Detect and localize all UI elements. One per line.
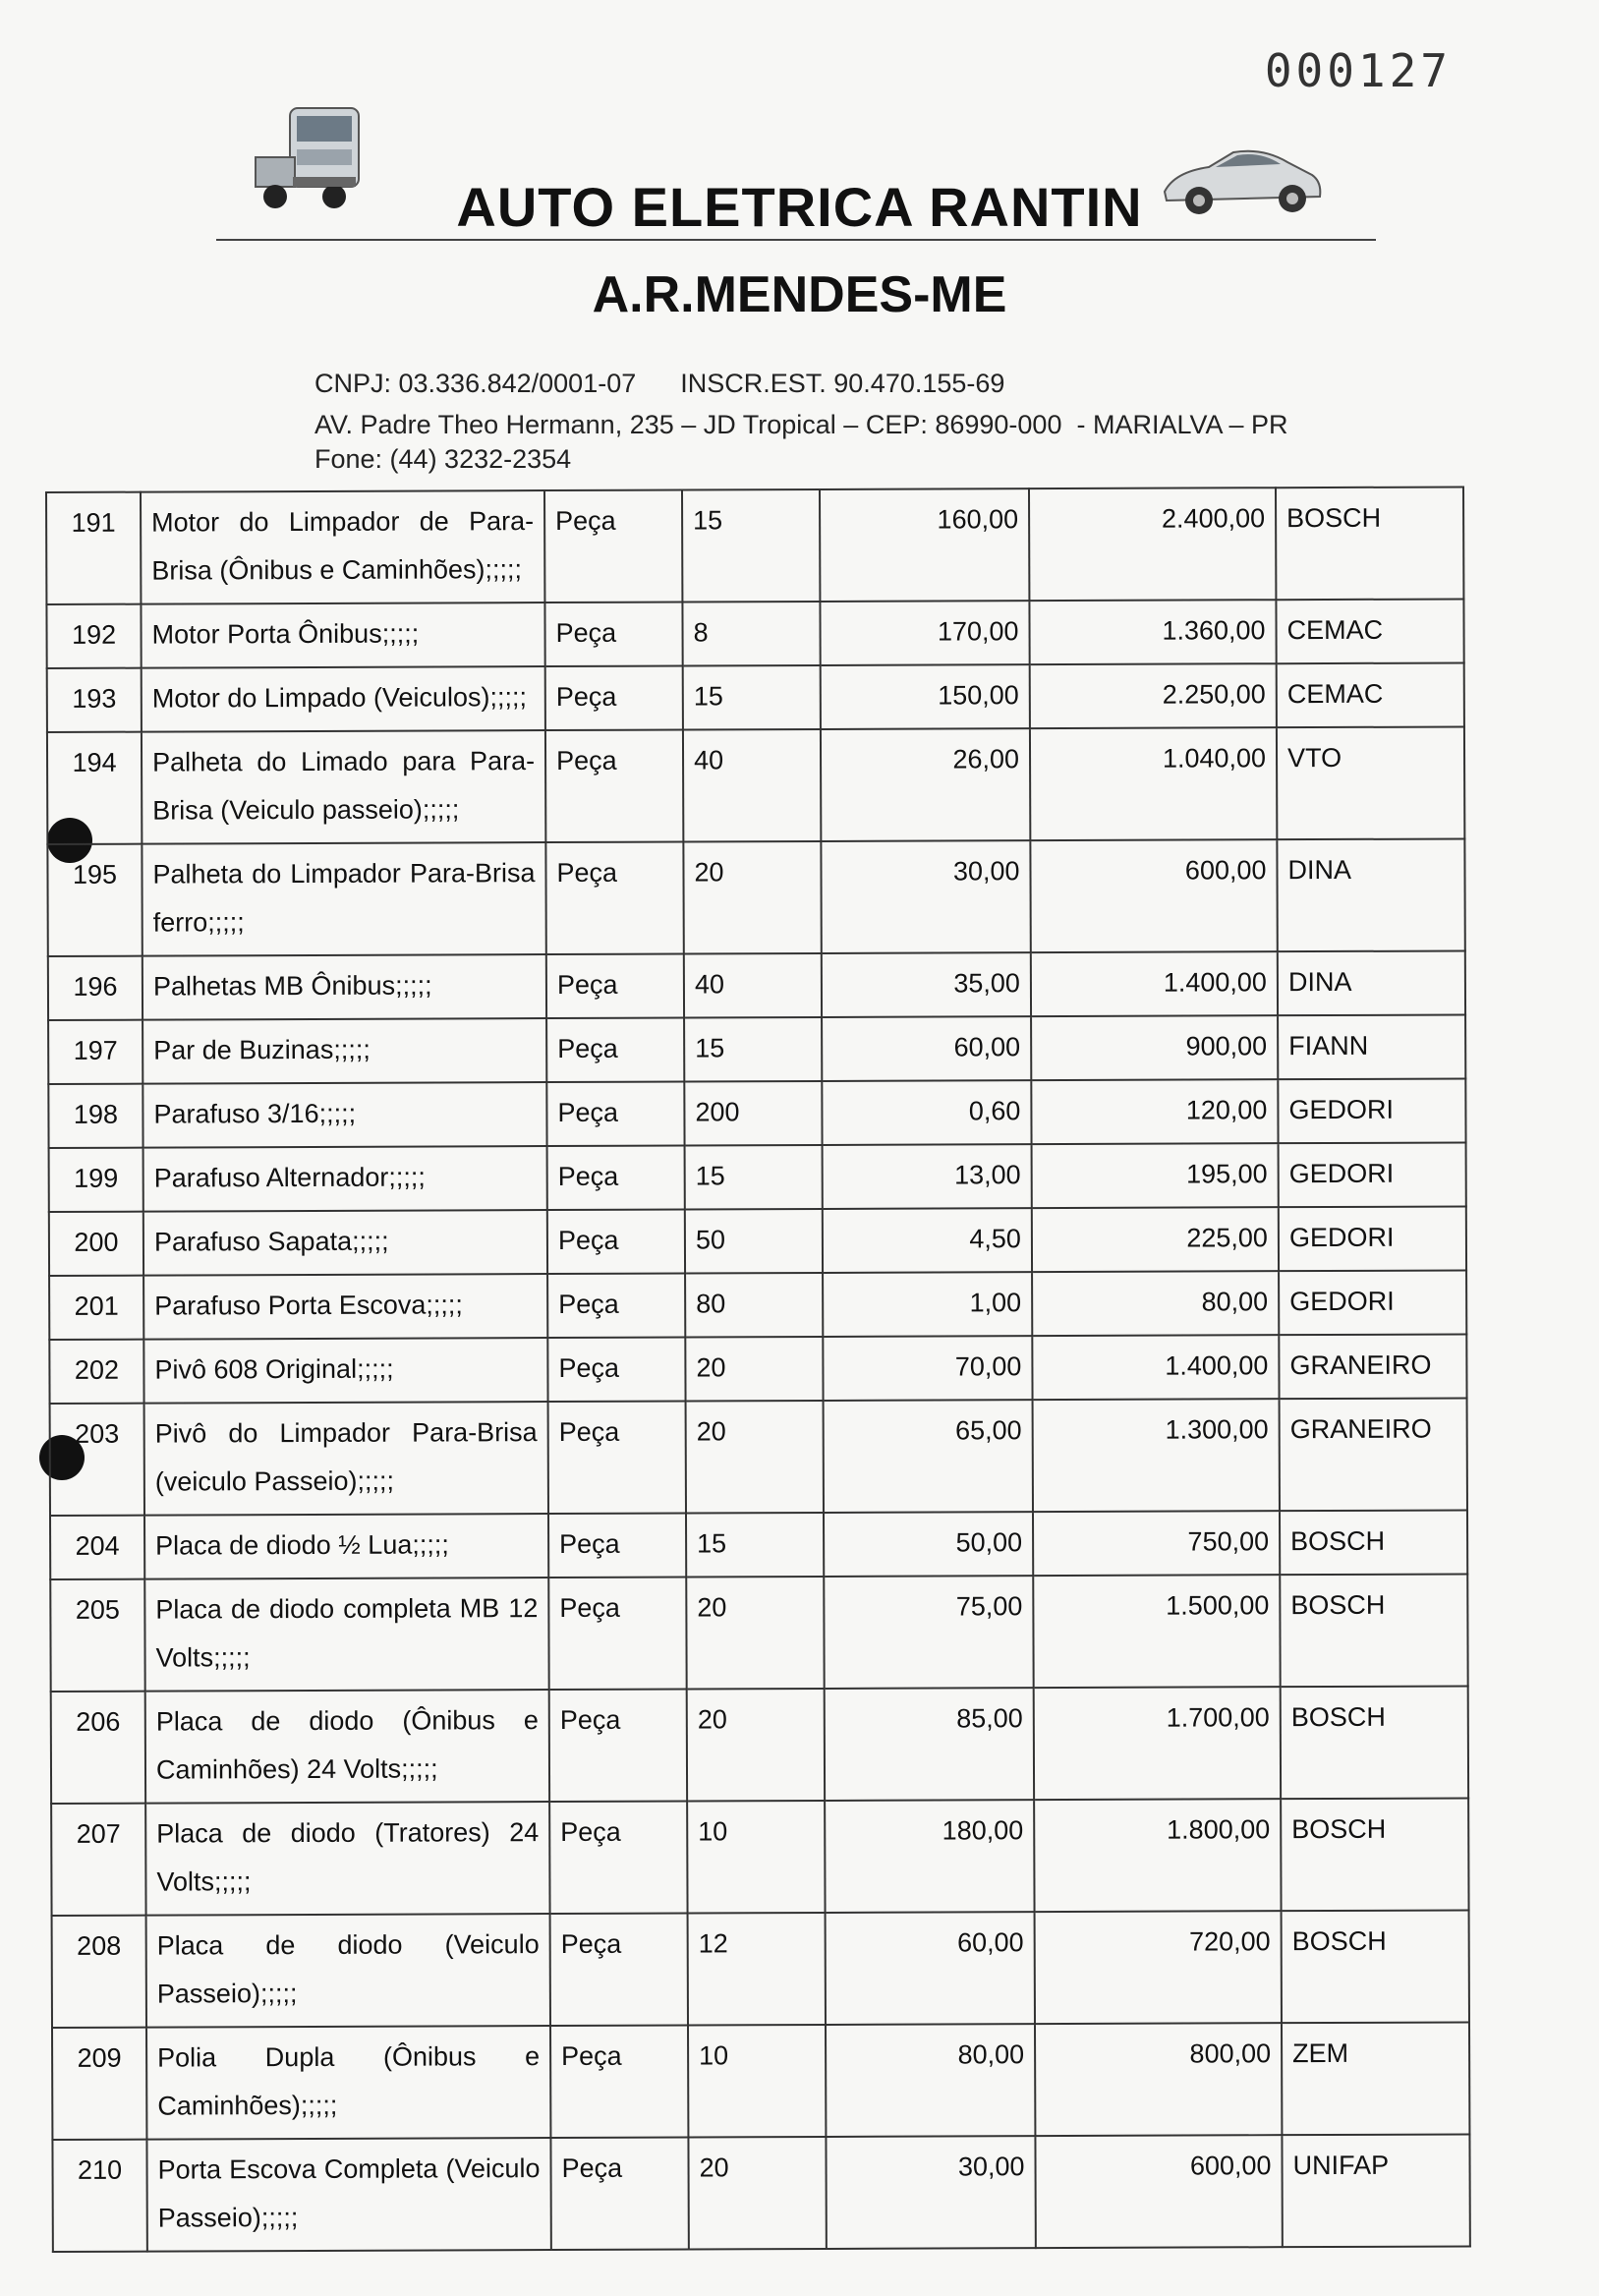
item-total: 750,00 xyxy=(1033,1511,1280,1576)
item-total: 720,00 xyxy=(1035,1911,1282,2024)
item-unit-price: 13,00 xyxy=(823,1144,1032,1209)
item-unit: Peça xyxy=(546,954,684,1019)
item-unit-price: 170,00 xyxy=(820,601,1029,665)
item-brand: BOSCH xyxy=(1280,1510,1467,1575)
item-unit: Peça xyxy=(549,1690,687,1803)
table-row xyxy=(51,1686,1468,1804)
item-description: Palheta do Limpador Para-Brisa ferro;;;;; xyxy=(142,842,545,956)
table-row xyxy=(50,1574,1467,1692)
table-row xyxy=(47,726,1464,844)
item-unit: Peça xyxy=(547,1146,685,1211)
item-brand: DINA xyxy=(1278,950,1465,1015)
item-description: Placa de diodo (Ônibus e Caminhões) 24 Volts;;;;; xyxy=(145,1690,549,1804)
table-row xyxy=(50,1398,1467,1516)
item-number: 207 xyxy=(51,1804,145,1916)
item-brand: GEDORI xyxy=(1279,1206,1466,1271)
item-unit-price: 26,00 xyxy=(821,728,1030,841)
item-unit: Peça xyxy=(546,1082,684,1147)
item-description: Placa de diodo (Veiculo Passeio);;;;; xyxy=(146,1914,550,2028)
item-total: 1.500,00 xyxy=(1033,1575,1280,1688)
item-quantity: 20 xyxy=(685,1337,823,1402)
item-unit-price: 30,00 xyxy=(826,2136,1035,2249)
item-total: 1.700,00 xyxy=(1034,1687,1281,1800)
item-total: 1.360,00 xyxy=(1029,600,1276,664)
item-quantity: 15 xyxy=(685,1145,823,1210)
item-unit: Peça xyxy=(545,666,683,731)
item-total: 225,00 xyxy=(1032,1207,1279,1272)
table-row xyxy=(48,1078,1465,1148)
item-description: Parafuso 3/16;;;;; xyxy=(143,1082,546,1148)
item-number: 206 xyxy=(51,1692,145,1804)
item-brand: BOSCH xyxy=(1280,1574,1467,1687)
item-brand: BOSCH xyxy=(1276,487,1463,600)
item-description: Placa de diodo completa MB 12 Volts;;;;; xyxy=(144,1578,548,1692)
item-total: 1.800,00 xyxy=(1034,1799,1281,1912)
table-row xyxy=(46,487,1463,604)
item-brand: ZEM xyxy=(1282,2022,1469,2135)
table-row xyxy=(52,2022,1469,2140)
item-unit-price: 30,00 xyxy=(821,840,1030,953)
item-unit: Peça xyxy=(550,2026,688,2139)
item-description: Motor do Limpador de Para-Brisa (Ônibus e Caminhões);;;;; xyxy=(141,490,544,604)
item-quantity: 20 xyxy=(687,1689,825,1802)
item-brand: GEDORI xyxy=(1279,1270,1466,1335)
item-quantity: 80 xyxy=(685,1273,823,1338)
item-unit: Peça xyxy=(550,2137,688,2250)
item-brand: GEDORI xyxy=(1279,1142,1466,1207)
item-brand: FIANN xyxy=(1278,1014,1465,1079)
item-number: 210 xyxy=(52,2140,146,2252)
item-unit: Peça xyxy=(548,1402,686,1515)
item-number: 202 xyxy=(49,1340,143,1404)
table-row xyxy=(49,1206,1466,1276)
item-unit-price: 50,00 xyxy=(824,1512,1033,1577)
item-number: 205 xyxy=(50,1579,144,1692)
item-unit: Peça xyxy=(547,1274,685,1339)
item-unit-price: 85,00 xyxy=(825,1688,1034,1801)
table-row xyxy=(48,950,1465,1020)
item-quantity: 40 xyxy=(684,953,822,1018)
item-quantity: 8 xyxy=(682,602,820,666)
item-unit-price: 160,00 xyxy=(820,488,1029,602)
item-number: 194 xyxy=(47,732,142,844)
item-unit: Peça xyxy=(549,1802,687,1915)
table-row xyxy=(51,1798,1468,1916)
item-unit-price: 65,00 xyxy=(824,1400,1033,1513)
item-number: 201 xyxy=(49,1276,143,1340)
item-unit: Peça xyxy=(547,1338,685,1403)
item-number: 193 xyxy=(47,668,142,732)
item-unit: Peça xyxy=(544,490,682,603)
item-description: Parafuso Porta Escova;;;;; xyxy=(143,1274,547,1340)
item-unit-price: 75,00 xyxy=(824,1576,1033,1689)
item-number: 195 xyxy=(47,844,142,956)
cnpj-line: CNPJ: 03.336.842/0001-07 INSCR.EST. 90.470.155-69 xyxy=(314,369,1005,398)
item-number: 209 xyxy=(52,2028,146,2140)
item-unit-price: 180,00 xyxy=(825,1800,1034,1913)
table-row xyxy=(52,2134,1469,2252)
item-number: 208 xyxy=(52,1916,146,2028)
item-number: 203 xyxy=(50,1404,144,1516)
item-brand: VTO xyxy=(1277,726,1464,839)
item-brand: BOSCH xyxy=(1281,1798,1468,1911)
phone-line: Fone: (44) 3232-2354 xyxy=(314,444,572,474)
item-unit: Peça xyxy=(550,1914,688,2027)
item-number: 200 xyxy=(49,1212,143,1276)
item-brand: GRANEIRO xyxy=(1279,1334,1466,1399)
item-brand: CEMAC xyxy=(1276,599,1463,663)
item-brand: BOSCH xyxy=(1281,1686,1468,1799)
table-row xyxy=(48,1014,1465,1084)
item-unit: Peça xyxy=(546,1018,684,1083)
item-total: 195,00 xyxy=(1032,1143,1279,1208)
item-total: 1.400,00 xyxy=(1032,1335,1279,1400)
item-total: 1.400,00 xyxy=(1031,951,1278,1016)
item-unit-price: 70,00 xyxy=(823,1336,1032,1401)
item-number: 192 xyxy=(46,604,141,668)
item-quantity: 200 xyxy=(684,1081,822,1146)
item-total: 600,00 xyxy=(1035,2135,1282,2248)
company-name: AUTO ELETRICA RANTIN xyxy=(456,176,1143,238)
item-unit-price: 4,50 xyxy=(823,1208,1032,1273)
item-number: 196 xyxy=(48,956,143,1020)
item-brand: DINA xyxy=(1277,838,1464,951)
item-quantity: 15 xyxy=(686,1513,824,1578)
item-quantity: 20 xyxy=(683,841,821,954)
table-row xyxy=(46,599,1463,668)
item-unit-price: 150,00 xyxy=(821,664,1030,729)
item-number: 204 xyxy=(50,1516,144,1579)
item-brand: BOSCH xyxy=(1282,1910,1469,2023)
item-number: 191 xyxy=(46,492,141,604)
item-unit: Peça xyxy=(544,603,682,667)
item-total: 120,00 xyxy=(1031,1079,1278,1144)
item-unit: Peça xyxy=(548,1514,686,1578)
item-unit-price: 1,00 xyxy=(823,1272,1032,1337)
table-row xyxy=(49,1142,1466,1212)
item-unit-price: 80,00 xyxy=(826,2024,1035,2137)
items-table xyxy=(45,486,1471,2253)
item-quantity: 50 xyxy=(685,1209,823,1274)
item-quantity: 15 xyxy=(682,489,820,603)
item-total: 600,00 xyxy=(1030,839,1277,952)
item-description: Porta Escova Completa (Veiculo Passeio);;;;; xyxy=(146,2138,550,2252)
items-table-body xyxy=(46,487,1470,2252)
item-brand: GEDORI xyxy=(1278,1078,1465,1143)
item-description: Polia Dupla (Ônibus e Caminhões);;;;; xyxy=(146,2026,550,2140)
item-quantity: 10 xyxy=(687,1801,825,1914)
item-description: Placa de diodo ½ Lua;;;;; xyxy=(144,1514,548,1579)
item-number: 198 xyxy=(48,1084,143,1148)
item-description: Palheta do Limado para Para-Brisa (Veiculo passeio);;;;; xyxy=(142,730,545,844)
item-quantity: 40 xyxy=(683,729,821,842)
table-row xyxy=(47,662,1464,732)
item-unit-price: 35,00 xyxy=(822,952,1031,1017)
item-number: 199 xyxy=(49,1148,143,1212)
header-divider xyxy=(216,239,1376,241)
item-unit-price: 60,00 xyxy=(822,1016,1031,1081)
item-total: 1.300,00 xyxy=(1033,1399,1280,1512)
item-number: 197 xyxy=(48,1020,143,1084)
item-description: Motor do Limpado (Veiculos);;;;; xyxy=(142,666,545,732)
item-description: Pivô do Limpador Para-Brisa (veiculo Passeio);;;;; xyxy=(144,1402,548,1516)
item-brand: GRANEIRO xyxy=(1280,1398,1467,1511)
table-row xyxy=(50,1510,1467,1579)
item-quantity: 15 xyxy=(684,1017,822,1082)
item-quantity: 12 xyxy=(688,1913,826,2026)
item-quantity: 15 xyxy=(683,665,821,730)
item-quantity: 20 xyxy=(686,1577,824,1690)
item-description: Motor Porta Ônibus;;;;; xyxy=(141,603,544,668)
item-description: Parafuso Alternador;;;;; xyxy=(143,1146,547,1212)
company-legal-name: A.R.MENDES-ME xyxy=(592,266,1007,323)
item-unit: Peça xyxy=(545,730,683,843)
item-unit: Peça xyxy=(548,1578,686,1691)
address-line: AV. Padre Theo Hermann, 235 – JD Tropical – CEP: 86990-000 - MARIALVA – PR xyxy=(314,410,1288,439)
item-quantity: 20 xyxy=(688,2137,826,2250)
item-quantity: 20 xyxy=(686,1401,824,1514)
item-total: 800,00 xyxy=(1035,2023,1282,2136)
item-description: Parafuso Sapata;;;;; xyxy=(143,1210,547,1276)
item-total: 80,00 xyxy=(1032,1271,1279,1336)
table-row xyxy=(49,1270,1466,1340)
item-total: 900,00 xyxy=(1031,1015,1278,1080)
document-number-stamp: 000127 xyxy=(1264,44,1452,97)
table-row xyxy=(47,838,1464,956)
item-unit: Peça xyxy=(547,1210,685,1275)
table-row xyxy=(52,1910,1469,2028)
item-brand: CEMAC xyxy=(1277,662,1464,727)
item-description: Pivô 608 Original;;;;; xyxy=(143,1338,547,1404)
item-unit-price: 0,60 xyxy=(822,1080,1031,1145)
item-quantity: 10 xyxy=(688,2025,826,2138)
item-description: Par de Buzinas;;;;; xyxy=(143,1018,546,1084)
item-unit: Peça xyxy=(545,842,683,955)
item-brand: UNIFAP xyxy=(1282,2134,1469,2247)
table-row xyxy=(49,1334,1466,1404)
item-unit-price: 60,00 xyxy=(826,1912,1035,2025)
item-description: Palhetas MB Ônibus;;;;; xyxy=(143,954,546,1020)
item-total: 1.040,00 xyxy=(1030,727,1277,840)
item-description: Placa de diodo (Tratores) 24 Volts;;;;; xyxy=(145,1802,549,1916)
item-total: 2.250,00 xyxy=(1030,663,1277,728)
item-total: 2.400,00 xyxy=(1029,488,1276,601)
